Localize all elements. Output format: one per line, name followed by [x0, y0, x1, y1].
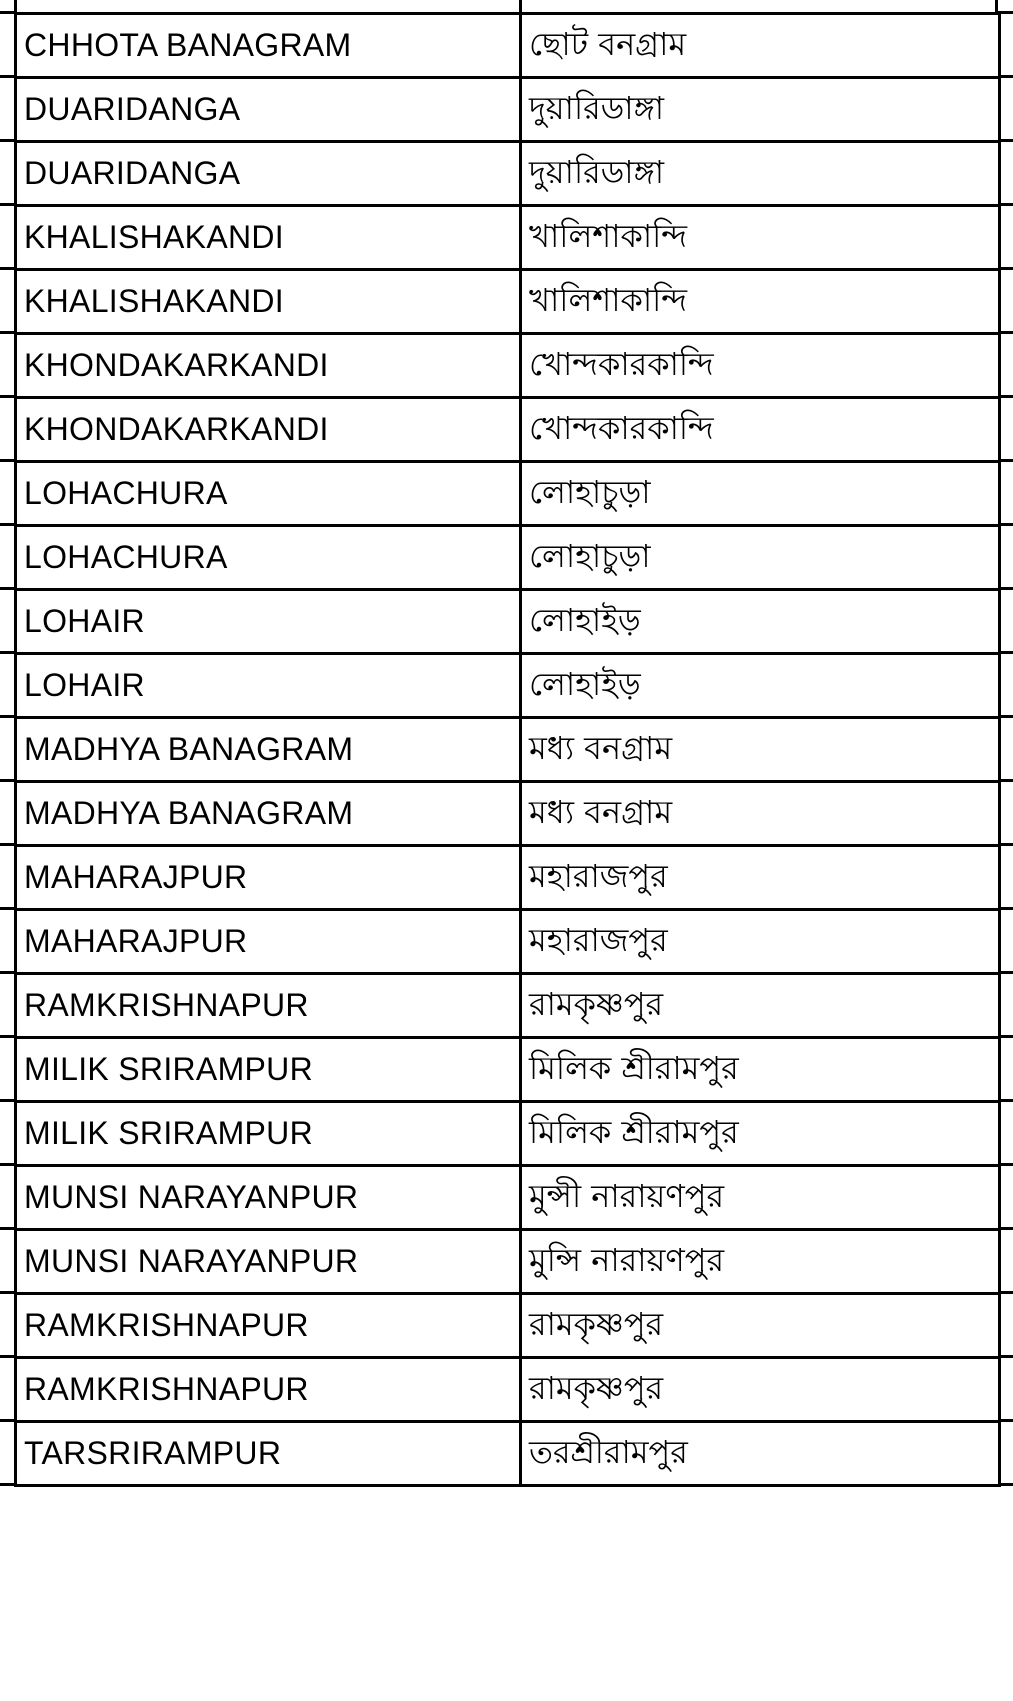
village-name-english: TARSRIRAMPUR [16, 1422, 521, 1486]
table-row [16, 78, 1000, 142]
row-border-stub [0, 1419, 14, 1422]
village-name-english: RAMKRISHNAPUR [16, 1294, 521, 1358]
village-name-bengali: খালিশাকান্দি [521, 206, 1000, 270]
table-row [16, 462, 1000, 526]
table-row [16, 398, 1000, 462]
village-name-bengali: খোন্দকারকান্দি [521, 398, 1000, 462]
table-top-fragment [14, 0, 998, 12]
table-row [16, 1102, 1000, 1166]
column-divider [519, 0, 522, 12]
row-border-stub [0, 715, 14, 718]
village-name-english: KHALISHAKANDI [16, 270, 521, 334]
row-border-stub [0, 971, 14, 974]
row-border-stub [0, 139, 14, 142]
village-name-bengali: মধ্য বনগ্রাম [521, 718, 1000, 782]
left-adjacent-column-edge [0, 0, 14, 1612]
row-border-stub [0, 459, 14, 462]
row-border-stub [0, 11, 14, 14]
table-row [16, 270, 1000, 334]
table-row [16, 526, 1000, 590]
village-name-english: MADHYA BANAGRAM [16, 718, 521, 782]
row-border-stub [0, 1099, 14, 1102]
village-name-english: LOHAIR [16, 590, 521, 654]
table-row [16, 846, 1000, 910]
village-name-english: MAHARAJPUR [16, 846, 521, 910]
row-border-stub [0, 1355, 14, 1358]
village-name-bengali: লোহাচুড়া [521, 462, 1000, 526]
village-name-english: DUARIDANGA [16, 142, 521, 206]
village-name-bengali: তরশ্রীরামপুর [521, 1422, 1000, 1486]
village-name-bengali: মহারাজপুর [521, 846, 1000, 910]
village-name-english: MAHARAJPUR [16, 910, 521, 974]
table-row [16, 206, 1000, 270]
village-name-english: KHONDAKARKANDI [16, 334, 521, 398]
village-name-table-body [16, 14, 1000, 1486]
table-row [16, 1294, 1000, 1358]
village-name-bengali: মহারাজপুর [521, 910, 1000, 974]
village-name-english: LOHACHURA [16, 526, 521, 590]
village-name-english: DUARIDANGA [16, 78, 521, 142]
village-name-bengali: লোহাচুড়া [521, 526, 1000, 590]
row-border-stub [0, 779, 14, 782]
village-name-bengali: মিলিক শ্রীরামপুর [521, 1038, 1000, 1102]
village-name-bengali: দুয়ারিডাঙ্গা [521, 78, 1000, 142]
village-name-english: MADHYA BANAGRAM [16, 782, 521, 846]
village-name-table [14, 12, 1001, 1487]
row-border-stub [0, 1163, 14, 1166]
table-row [16, 14, 1000, 78]
row-border-stub [0, 1227, 14, 1230]
table-row [16, 1166, 1000, 1230]
village-name-english: KHONDAKARKANDI [16, 398, 521, 462]
row-border-stub [0, 331, 14, 334]
village-name-bengali: খোন্দকারকান্দি [521, 334, 1000, 398]
village-name-bengali: মধ্য বনগ্রাম [521, 782, 1000, 846]
row-border-stub [0, 843, 14, 846]
village-name-bengali: মিলিক শ্রীরামপুর [521, 1102, 1000, 1166]
village-name-bengali: লোহাইড় [521, 654, 1000, 718]
village-name-bengali: রামকৃষ্ণপুর [521, 974, 1000, 1038]
row-border-stub [0, 907, 14, 910]
row-border-stub [0, 651, 14, 654]
table-row [16, 974, 1000, 1038]
village-name-english: LOHACHURA [16, 462, 521, 526]
row-border-stub [0, 1483, 14, 1486]
village-name-bengali: মুন্সি নারায়ণপুর [521, 1230, 1000, 1294]
village-name-english: CHHOTA BANAGRAM [16, 14, 521, 78]
village-name-english: MUNSI NARAYANPUR [16, 1230, 521, 1294]
table-row [16, 1422, 1000, 1486]
village-name-bengali: খালিশাকান্দি [521, 270, 1000, 334]
table-row [16, 910, 1000, 974]
table-row [16, 654, 1000, 718]
table-row [16, 1038, 1000, 1102]
village-name-english: MUNSI NARAYANPUR [16, 1166, 521, 1230]
table-row [16, 1230, 1000, 1294]
table-row [16, 334, 1000, 398]
row-border-stub [0, 523, 14, 526]
village-name-bengali: রামকৃষ্ণপুর [521, 1294, 1000, 1358]
table-row [16, 590, 1000, 654]
village-name-english: MILIK SRIRAMPUR [16, 1038, 521, 1102]
village-name-bengali: ছোট বনগ্রাম [521, 14, 1000, 78]
row-border-stub [0, 203, 14, 206]
village-name-english: LOHAIR [16, 654, 521, 718]
village-name-bengali: রামকৃষ্ণপুর [521, 1358, 1000, 1422]
village-name-english: KHALISHAKANDI [16, 206, 521, 270]
row-border-stub [0, 1291, 14, 1294]
village-name-bengali: মুন্সী নারায়ণপুর [521, 1166, 1000, 1230]
row-border-stub [0, 267, 14, 270]
table-row [16, 1358, 1000, 1422]
village-name-bengali: দুয়ারিডাঙ্গা [521, 142, 1000, 206]
village-name-bengali: লোহাইড় [521, 590, 1000, 654]
table-row [16, 782, 1000, 846]
row-border-stub [0, 587, 14, 590]
table-row [16, 142, 1000, 206]
village-name-english: RAMKRISHNAPUR [16, 974, 521, 1038]
row-border-stub [0, 1035, 14, 1038]
village-name-english: MILIK SRIRAMPUR [16, 1102, 521, 1166]
row-border-stub [0, 395, 14, 398]
table-row [16, 718, 1000, 782]
village-name-english: RAMKRISHNAPUR [16, 1358, 521, 1422]
row-border-stub [0, 75, 14, 78]
